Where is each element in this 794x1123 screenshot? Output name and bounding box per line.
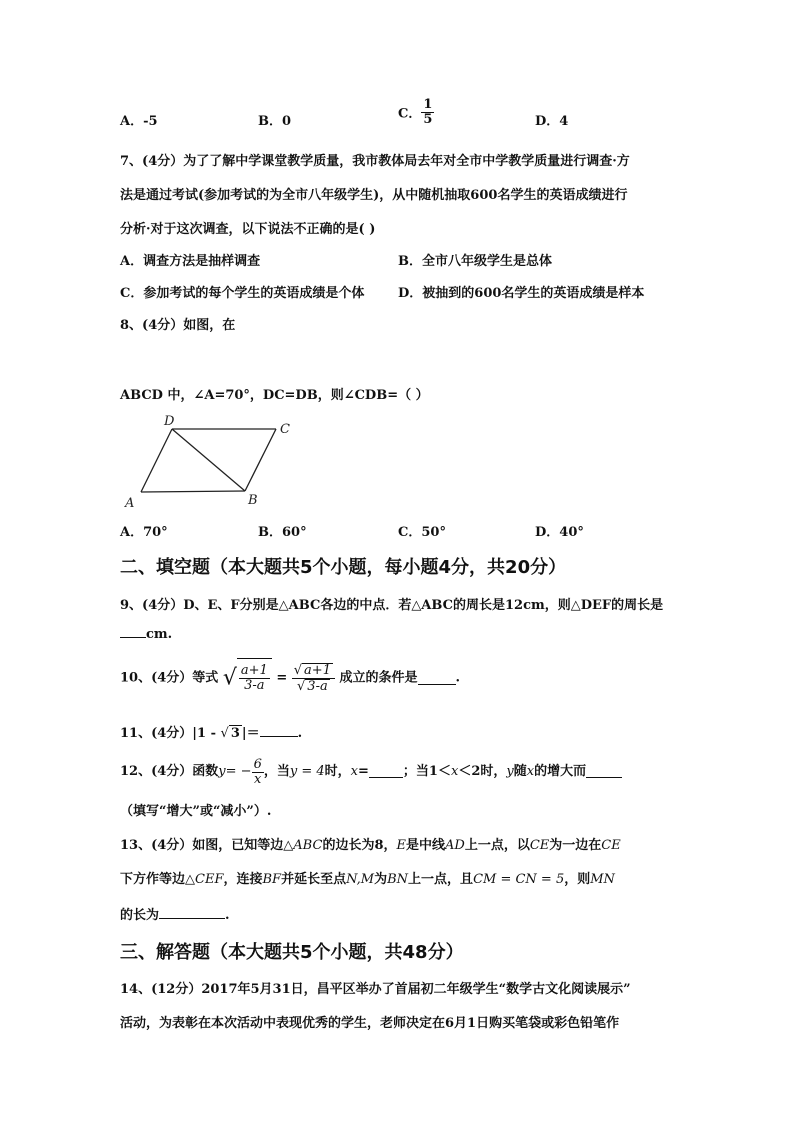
- q9-answer-blank[interactable]: [120, 626, 146, 638]
- parallelogram-figure: [120, 412, 310, 512]
- q8-option-a: A．70°: [120, 525, 168, 540]
- q13-line2: 下方作等边△CEF，连接BF并延长至点N,M为BN上一点，且CM = CN = 5，则MN: [120, 872, 615, 887]
- q7-line2: 法是通过考试(参加考试的为全市八年级学生)，从中随机抽取600名学生的英语成绩进行: [120, 188, 628, 203]
- q8-line2: ABCD 中，∠A=70°，DC=DB，则∠CDB=（ ）: [120, 388, 429, 403]
- q11: 11、(4分）|1 - √ 3 |＝ .: [120, 726, 303, 741]
- q7-option-d: D．被抽到的600名学生的英语成绩是样本: [398, 286, 645, 301]
- q6-option-a: A．-5: [120, 114, 158, 129]
- q6-option-c-fraction: $\frac{1}{5}$: [423, 97, 433, 127]
- q12-line1: 12、(4分）函数y= − $\frac{6}{x}$ ，当y = 4时，x= ；当1＜x＜2时，y随x的增大而: [120, 754, 622, 790]
- section-solve-heading: 三、解答题（本大题共5个小题，共48分）: [120, 942, 464, 963]
- q9-line1: 9、(4分）D、E、F分别是△ABC各边的中点．若△ABC的周长是12cm，则△DEF的周长是: [120, 598, 664, 613]
- q8-option-d: D．40°: [535, 525, 584, 540]
- q7-option-b: B．全市八年级学生是总体: [398, 254, 552, 269]
- q10-left-radical: √ $\frac{a+1}{3-a}$: [223, 658, 272, 699]
- q6-option-c: C． $\frac{1}{5}$: [398, 97, 433, 127]
- label-a: A: [125, 496, 135, 511]
- q7-option-c: C．参加考试的每个学生的英语成绩是个体: [120, 286, 365, 301]
- q7-line3: 分析·对于这次调查，以下说法不正确的是( ): [120, 222, 376, 237]
- q12-line2: （填写“增大”或“减小”）.: [120, 804, 272, 819]
- q11-radical: 3: [230, 726, 240, 741]
- q7-option-a: A．调查方法是抽样调查: [120, 254, 261, 269]
- q12-answer-blank-2[interactable]: [586, 766, 622, 778]
- q13-line3: 的长为 .: [120, 908, 230, 923]
- section-fill-in-heading: 二、填空题（本大题共5个小题，每小题4分，共20分）: [120, 557, 567, 578]
- q13-line1: 13、(4分）如图，已知等边△ABC的边长为8，E是中线AD上一点，以CE为一边在CE: [120, 838, 621, 853]
- q14-line1: 14、(12分）2017年5月31日，昌平区举办了首届初二年级学生“数学古文化阅读展示”: [120, 982, 631, 997]
- label-d: D: [164, 414, 175, 429]
- q12-fraction: $\frac{6}{x}$: [253, 756, 262, 787]
- q8-line1: 8、(4分）如图，在: [120, 318, 236, 333]
- q8-option-b: B．60°: [258, 525, 307, 540]
- label-c: C: [280, 422, 290, 437]
- q9-line2: cm.: [120, 626, 172, 642]
- q10-answer-blank[interactable]: [418, 673, 456, 685]
- edge-ba: [141, 491, 245, 492]
- edge-cb: [245, 429, 276, 491]
- q13-answer-blank[interactable]: [159, 907, 225, 919]
- q10: 10、(4分）等式 √ $\frac{a+1}{3-a}$ = $\frac{√ a+1}{√ 3-a}$ 成立的条件是 .: [120, 658, 460, 698]
- q8-option-c: C．50°: [398, 525, 446, 540]
- q7-line1: 7、(4分）为了了解中学课堂教学质量，我市教体局去年对全市中学教学质量进行调查·方: [120, 154, 630, 169]
- q10-right-fraction: $\frac{√ a+1}{√ 3-a}$: [292, 663, 335, 693]
- q6-option-b: B．0: [258, 114, 292, 129]
- q12-answer-blank-1[interactable]: [369, 766, 403, 778]
- q11-answer-blank[interactable]: [260, 725, 298, 737]
- diagonal-db: [172, 429, 245, 491]
- q14-line2: 活动，为表彰在本次活动中表现优秀的学生，老师决定在6月1日购买笔袋或彩色铅笔作: [120, 1016, 620, 1031]
- label-b: B: [248, 493, 258, 508]
- q6-option-d: D．4: [535, 114, 569, 129]
- edge-ad: [141, 429, 172, 492]
